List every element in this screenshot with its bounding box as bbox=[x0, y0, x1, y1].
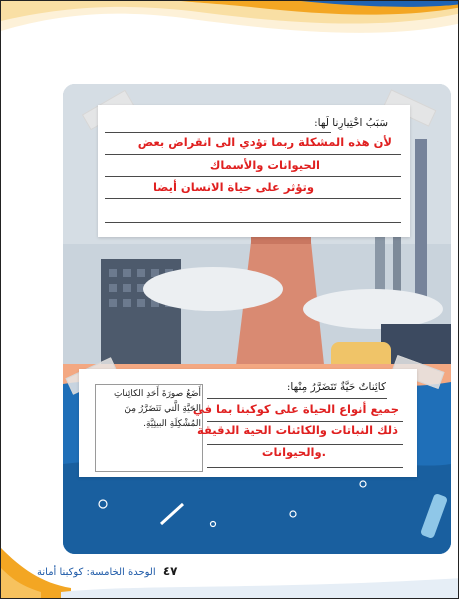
unit-title: الوحدة الخامسة: كوكبنا أمانة bbox=[37, 567, 156, 578]
answer-line bbox=[207, 467, 403, 468]
answer-line bbox=[105, 176, 401, 177]
organisms-answer-line-1[interactable]: جميع أنواع الحياة على كوكبنا بما في bbox=[192, 402, 399, 416]
answer-line bbox=[105, 132, 331, 133]
answer-line bbox=[105, 222, 401, 223]
answer-line bbox=[207, 398, 387, 399]
answer-line bbox=[207, 421, 403, 422]
bottom-wave-decoration bbox=[1, 528, 459, 598]
page-footer bbox=[37, 564, 177, 578]
affected-organisms-label: كائِناتٌ حَيَّةٌ تَتَضَرَّرُ مِنْها: bbox=[286, 381, 386, 393]
organisms-answer-line-3[interactable]: .والحيوانات bbox=[261, 445, 326, 459]
reason-answer-line-1[interactable]: لأن هذه المشكلة ربما تؤدي الى انقراض بعض bbox=[137, 135, 392, 149]
reason-answer-line-2[interactable]: الحيوانات والأسماك bbox=[209, 158, 320, 172]
page-number: ٤٧ bbox=[162, 564, 178, 578]
reason-answer-line-3[interactable]: وتؤثر على حياة الانسان أيضا bbox=[152, 180, 314, 194]
top-wave-decoration bbox=[1, 1, 459, 71]
organisms-answer-line-2[interactable]: ذلك النباتات والكائنات الحية الدقيقة bbox=[197, 423, 398, 437]
answer-line bbox=[105, 198, 401, 199]
reason-label: سَبَبُ اخْتِيارِنا لَها: bbox=[314, 117, 388, 129]
photo-prompt-text: أَضَعُ صورَةَ أَحَدِ الكائِناتِ الحَيَّةِ الَّتي تَتَضَرَّرُ مِنَ المُشْكِلَةِ البيئِيَّةِ. bbox=[113, 389, 201, 429]
answer-line bbox=[105, 154, 401, 155]
